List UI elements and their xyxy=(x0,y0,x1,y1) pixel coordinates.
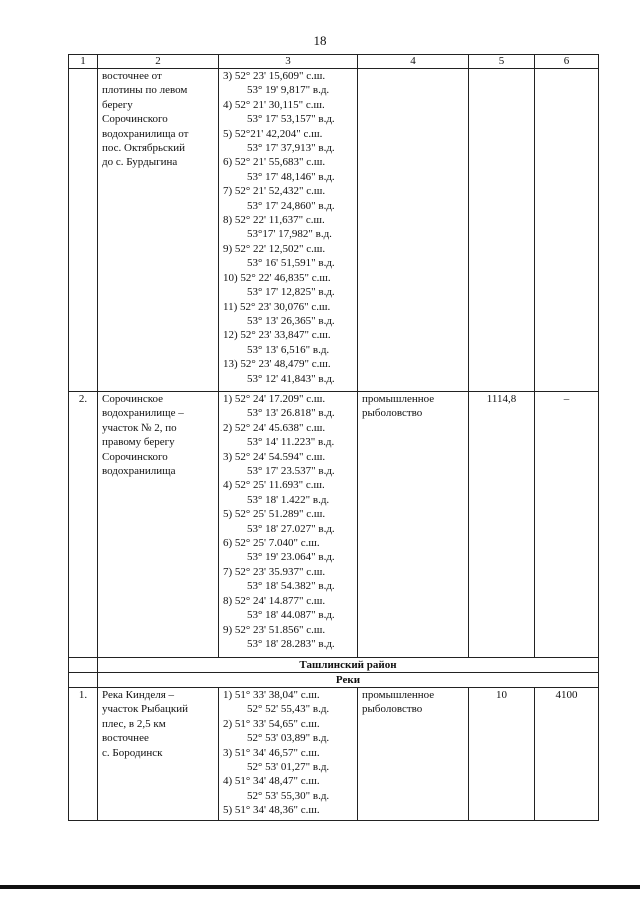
latitude-line: 1) 51° 33' 38,04" с.ш. xyxy=(223,689,320,701)
description-line: плес, в 2,5 км xyxy=(102,717,166,730)
description-cell xyxy=(98,69,219,392)
longitude-line: 53° 12' 41,843" в.д. xyxy=(247,372,335,385)
table-row xyxy=(69,392,599,658)
header-cell: 2 xyxy=(98,55,219,69)
description-line: Сорочинского xyxy=(102,450,168,463)
longitude-line: 53° 18' 54.382" в.д. xyxy=(247,580,335,593)
description-line: водохранилище – xyxy=(102,407,184,420)
description-line: водохранилища xyxy=(102,465,176,478)
longitude-line: 53° 13' 26.818" в.д. xyxy=(247,407,335,420)
description-line: участок № 2, по xyxy=(102,421,177,434)
district-title: Ташлинский район xyxy=(98,658,599,673)
latitude-line: 7) 52° 23' 35.937" с.ш. xyxy=(223,565,326,578)
longitude-line: 53° 18' 28.283" в.д. xyxy=(247,637,335,650)
description-line: плотины по левом xyxy=(102,84,188,97)
description-line: до с. Бурдыгина xyxy=(102,156,178,169)
longitude-line: 53° 17' 53,157" в.д. xyxy=(247,113,335,126)
description-line: Сорочинское xyxy=(102,393,164,405)
coordinates-cell xyxy=(219,688,358,821)
header-cell: 3 xyxy=(219,55,358,69)
description-line: Сорочинского xyxy=(102,113,168,126)
longitude-line: 53° 14' 11.223" в.д. xyxy=(247,436,335,449)
latitude-line: 3) 52° 23' 15,609" с.ш. xyxy=(223,70,326,82)
col6-cell: – xyxy=(535,392,599,658)
longitude-line: 53° 18' 1.422" в.д. xyxy=(247,493,330,506)
latitude-line: 7) 52° 21' 52,432" с.ш. xyxy=(223,185,326,198)
longitude-line: 53°17' 17,982" в.д. xyxy=(247,228,332,241)
purpose-line: промышленное xyxy=(362,689,435,701)
header-cell: 5 xyxy=(469,55,535,69)
longitude-line: 52° 53' 55,30" в.д. xyxy=(247,789,330,802)
purpose-cell xyxy=(358,69,469,392)
longitude-line: 53° 17' 23.537" в.д. xyxy=(247,465,335,478)
coordinates-cell xyxy=(219,392,358,658)
district-row xyxy=(69,658,599,673)
longitude-line: 53° 17' 24,860" в.д. xyxy=(247,199,335,212)
description-cell xyxy=(98,392,219,658)
latitude-line: 9) 52° 23' 51.856" с.ш. xyxy=(223,623,326,636)
latitude-line: 1) 52° 24' 17.209" с.ш. xyxy=(223,393,326,405)
longitude-line: 53° 13' 26,365" в.д. xyxy=(247,314,335,327)
latitude-line: 9) 52° 22' 12,502" с.ш. xyxy=(223,242,326,255)
row-number-cell: 2. xyxy=(69,392,98,658)
description-cell xyxy=(98,688,219,821)
latitude-line: 10) 52° 22' 46,835" с.ш. xyxy=(223,271,331,284)
latitude-line: 5) 52°21' 42,204" с.ш. xyxy=(223,127,323,140)
latitude-line: 4) 52° 21' 30,115" с.ш. xyxy=(223,98,325,111)
section-row xyxy=(69,673,599,688)
latitude-line: 6) 52° 25' 7.040" с.ш. xyxy=(223,537,320,550)
latitude-line: 4) 51° 34' 48,47" с.ш. xyxy=(223,775,320,788)
longitude-line: 52° 52' 55,43" в.д. xyxy=(247,703,330,716)
latitude-line: 5) 51° 34' 48,36" с.ш. xyxy=(223,804,320,817)
longitude-line: 53° 13' 6,516" в.д. xyxy=(247,343,330,356)
description-line: правому берегу xyxy=(102,436,175,449)
footer-rule xyxy=(0,885,640,889)
description-line: с. Бородинск xyxy=(102,746,163,759)
longitude-line: 53° 18' 27.027" в.д. xyxy=(247,522,335,535)
latitude-line: 8) 52° 24' 14.877" с.ш. xyxy=(223,594,326,607)
table-row xyxy=(69,688,599,821)
col6-cell: 4100 xyxy=(535,688,599,821)
empty-cell xyxy=(69,658,98,673)
row-number-cell: 1. xyxy=(69,688,98,821)
longitude-line: 53° 19' 23.064" в.д. xyxy=(247,551,335,564)
col6-cell xyxy=(535,69,599,392)
description-line: водохранилища от xyxy=(102,127,189,140)
latitude-line: 5) 52° 25' 51.289" с.ш. xyxy=(223,508,326,521)
header-cell: 1 xyxy=(69,55,98,69)
longitude-line: 53° 17' 37,913" в.д. xyxy=(247,142,335,155)
description-line: берегу xyxy=(102,98,133,111)
latitude-line: 2) 52° 24' 45.638" с.ш. xyxy=(223,421,326,434)
latitude-line: 3) 52° 24' 54.594" с.ш. xyxy=(223,450,326,463)
purpose-cell xyxy=(358,688,469,821)
longitude-line: 53° 16' 51,591" в.д. xyxy=(247,257,335,270)
description-line: пос. Октябрьский xyxy=(102,142,186,155)
page-number: 18 xyxy=(313,33,327,48)
header-cell: 4 xyxy=(358,55,469,69)
table-header-row xyxy=(69,55,599,69)
header-cell: 6 xyxy=(535,55,599,69)
longitude-line: 53° 18' 44.087" в.д. xyxy=(247,609,335,622)
latitude-line: 13) 52° 23' 48,479" с.ш. xyxy=(223,358,331,371)
description-line: восточнее от xyxy=(102,70,162,82)
area-cell: 1114,8 xyxy=(469,392,535,658)
latitude-line: 4) 52° 25' 11.693" с.ш. xyxy=(223,479,325,492)
description-line: участок Рыбацкий xyxy=(102,703,189,716)
purpose-line: промышленное xyxy=(362,393,435,405)
longitude-line: 52° 53' 01,27" в.д. xyxy=(247,761,330,774)
coordinates-cell xyxy=(219,69,358,392)
longitude-line: 52° 53' 03,89" в.д. xyxy=(247,732,330,745)
purpose-line: рыболовство xyxy=(362,703,423,716)
description-line: восточнее xyxy=(102,732,149,745)
table-row xyxy=(69,69,599,392)
latitude-line: 8) 52° 22' 11,637" с.ш. xyxy=(223,214,325,227)
latitude-line: 11) 52° 23' 30,076" с.ш. xyxy=(223,300,331,313)
latitude-line: 6) 52° 21' 55,683" с.ш. xyxy=(223,156,326,169)
area-cell xyxy=(469,69,535,392)
description-line: Река Кинделя – xyxy=(102,689,175,701)
longitude-line: 53° 17' 48,146" в.д. xyxy=(247,170,335,183)
empty-cell xyxy=(69,673,98,688)
row-number-cell xyxy=(69,69,98,392)
section-title: Реки xyxy=(98,673,599,688)
longitude-line: 53° 19' 9,817" в.д. xyxy=(247,84,330,97)
latitude-line: 3) 51° 34' 46,57" с.ш. xyxy=(223,746,320,759)
purpose-cell xyxy=(358,392,469,658)
purpose-line: рыболовство xyxy=(362,407,423,420)
longitude-line: 53° 17' 12,825" в.д. xyxy=(247,286,335,299)
area-cell: 10 xyxy=(469,688,535,821)
latitude-line: 2) 51° 33' 54,65" с.ш. xyxy=(223,717,320,730)
latitude-line: 12) 52° 23' 33,847" с.ш. xyxy=(223,329,331,342)
fishing-areas-table xyxy=(68,54,599,821)
